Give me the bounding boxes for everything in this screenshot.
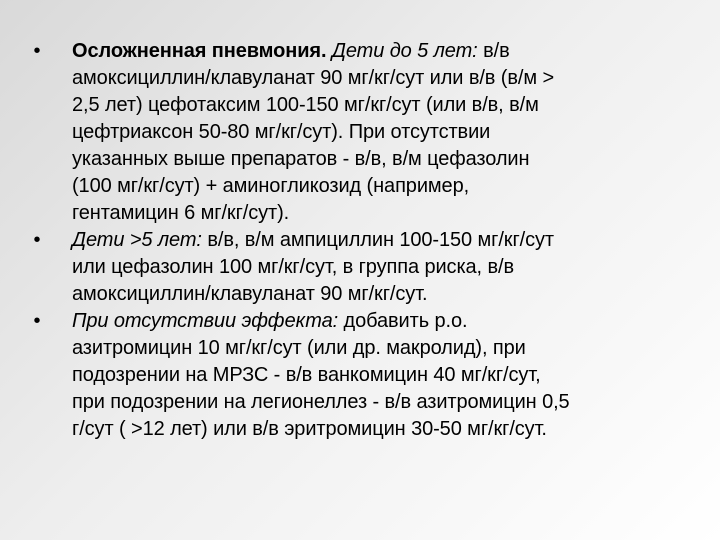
text-line: цефтриаксон 50-80 мг/кг/сут). При отсутствии (72, 121, 491, 143)
text-line: при подозрении на легионеллез - в/в азитромицин 0,5 (72, 391, 570, 413)
text-line: амоксициллин/клавуланат 90 мг/кг/сут или в/в (в/м > (72, 67, 555, 89)
text-line: или цефазолин 100 мг/кг/сут, в группа риска, в/в (72, 256, 514, 278)
text-line (72, 38, 710, 65)
italic-label: Дети >5 лет: (72, 229, 202, 251)
text-segment: в/в, в/м ампициллин 100-150 мг/кг/сут (201, 229, 554, 251)
text-line: азитромицин 10 мг/кг/сут (или др. макролид), при (72, 337, 526, 359)
text-segment: в/в (477, 40, 510, 62)
bullet-dot: • (33, 229, 41, 251)
text-line (72, 227, 710, 254)
bullet-children-over-5 (30, 227, 710, 308)
bullet-list (30, 38, 710, 443)
text-line: амоксициллин/клавуланат 90 мг/кг/сут. (72, 283, 428, 305)
text-line (72, 308, 710, 335)
bullet-no-effect (30, 308, 710, 443)
bullet-dot: • (33, 40, 41, 62)
text-line: подозрении на МРЗС - в/в ванкомицин 40 мг/кг/сут, (72, 364, 541, 386)
text-segment: добавить р.о. (338, 310, 468, 332)
bullet-dot: • (33, 310, 41, 332)
text-line: г/сут ( >12 лет) или в/в эритромицин 30-50 мг/кг/сут. (72, 418, 547, 440)
italic-label: При отсутствии эффекта: (72, 310, 339, 332)
italic-label: Дети до 5 лет: (326, 40, 478, 62)
text-line: указанных выше препаратов - в/в, в/м цефазолин (72, 148, 530, 170)
bullet-complicated-pneumonia (30, 38, 710, 227)
text-line: гентамицин 6 мг/кг/сут). (72, 202, 290, 224)
text-line: (100 мг/кг/сут) + аминогликозид (например, (72, 175, 470, 197)
text-line: 2,5 лет) цефотаксим 100-150 мг/кг/сут (или в/в, в/м (72, 94, 539, 116)
bold-label: Осложненная пневмония. (72, 40, 327, 62)
